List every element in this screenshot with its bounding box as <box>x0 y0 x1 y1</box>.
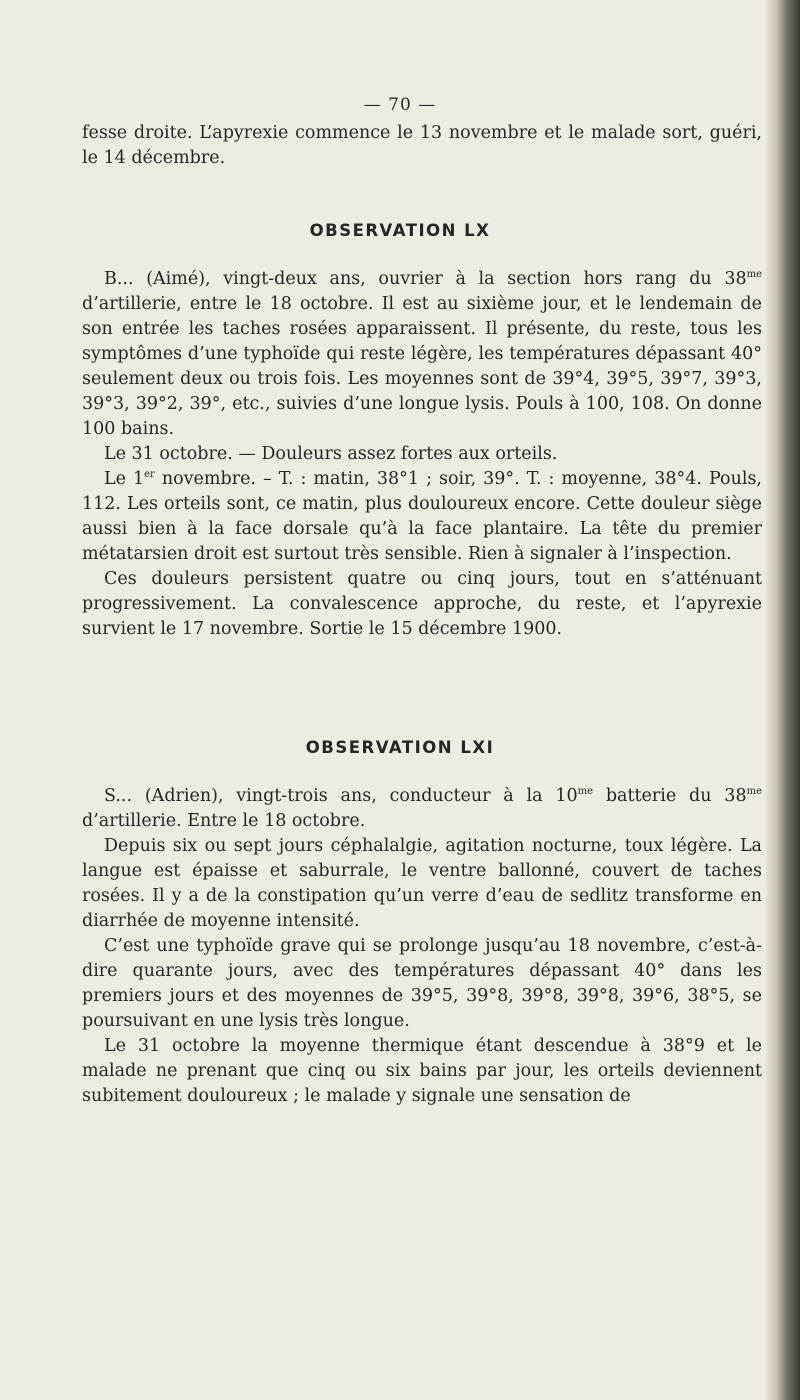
page-number: — 70 — <box>363 95 437 115</box>
observation-lxi-body <box>82 784 762 1109</box>
observation-heading-lx: OBSERVATION LX <box>309 221 491 240</box>
observation-lxi-paragraph-4: Le 31 octobre la moyenne thermique étant descendue à 38°9 et le malade ne prenant que cinq ou six bains par jour, les orteils deviennent subitement douloureux ; le malade y signale une sensation de <box>82 1036 762 1106</box>
observation-lx-paragraph-2: Le 31 octobre. — Douleurs assez fortes aux orteils. <box>104 444 558 464</box>
observation-lxi-paragraph-2: Depuis six ou sept jours céphalalgie, agitation nocturne, toux légère. La langue est épaisse et saburrale, le ventre ballonné, couvert de taches rosées. Il y a de la constipation qu’un verre d’eau de sedlitz transforme en diarrhée de moyenne intensité. <box>82 836 762 931</box>
observation-heading-lxi: OBSERVATION LXI <box>305 738 495 757</box>
observation-lxi-paragraph-3: C’est une typhoïde grave qui se prolonge jusqu’au 18 novembre, c’est-à-dire quarante jours, avec des températures dépassant 40° dans les premiers jours et des moyennes de 39°5, 39°8, 39°8, 39°8, 39°6, 38°5, se poursuivant en une lysis très longue. <box>82 936 762 1031</box>
observation-lxi-paragraph-1: S... (Adrien), vingt-trois ans, conducteur à la $10^{me}$ batterie du $38^{me}$ d’artillerie. Entre le 18 octobre. <box>82 786 762 831</box>
book-spine-shadow <box>766 0 800 1400</box>
observation-lx-body <box>82 267 762 642</box>
intro-paragraph: fesse droite. L’apyrexie commence le 13 novembre et le malade sort, guéri, le 14 décembre. <box>82 123 762 168</box>
intro-text <box>82 121 762 171</box>
observation-lx-paragraph-1: B... (Aimé), vingt-deux ans, ouvrier à la section hors rang du $38^{me}$ d’artillerie, entre le 18 octobre. Il est au sixième jour, et le lendemain de son entrée les taches rosées apparaissent. Il présente, du reste, tous les symptômes d’une typhoïde qui reste légère, les températures dépassant 40° seulement deux ou trois fois. Les moyennes sont de 39°4, 39°5, 39°7, 39°3, 39°3, 39°2, 39°, etc., suivies d’une longue lysis. Pouls à 100, 108. On donne 100 bains. <box>82 269 762 439</box>
observation-lx-paragraph-3: Le 1er novembre. – T. : matin, 38°1 ; soir, 39°. T. : moyenne, 38°4. Pouls, 112. Les orteils sont, ce matin, plus douloureux encore. Cette douleur siège aussi bien à la face dorsale qu’à la face plantaire. La tête du premier métatarsien droit est surtout très sensible. Rien à signaler à l’inspection. <box>82 469 762 564</box>
observation-lx-paragraph-4: Ces douleurs persistent quatre ou cinq jours, tout en s’atténuant progressivement. La convalescence approche, du reste, et l’apyrexie survient le 17 novembre. Sortie le 15 décembre 1900. <box>82 569 762 639</box>
